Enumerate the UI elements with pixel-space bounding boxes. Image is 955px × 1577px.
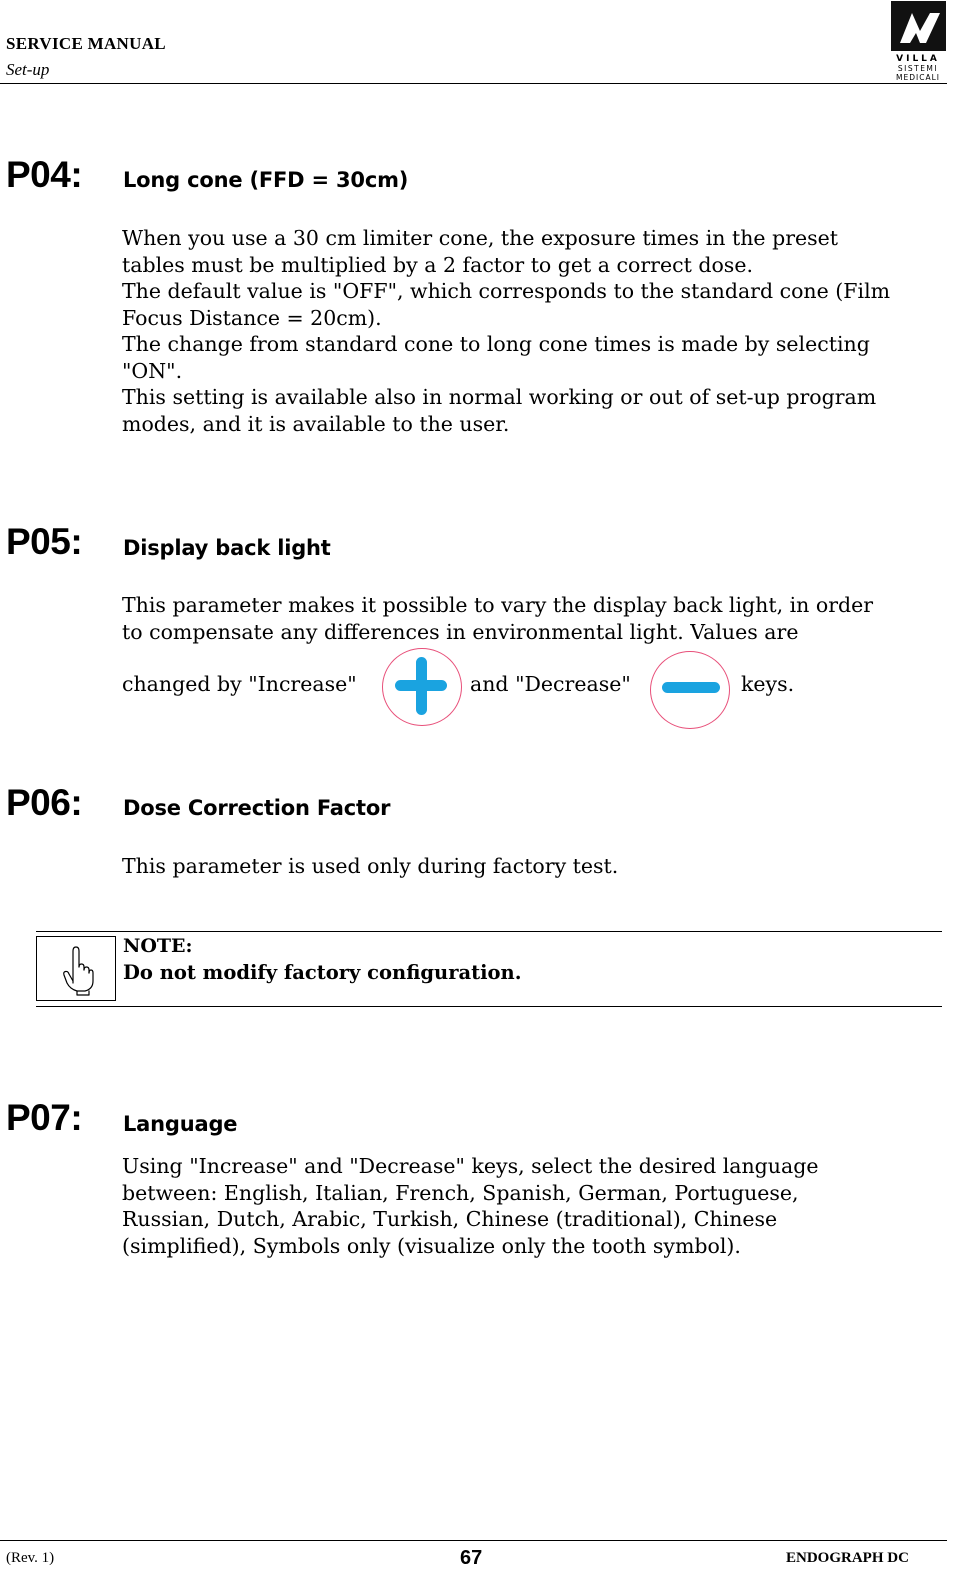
section-title-p07: Language xyxy=(123,1112,238,1136)
header-subtitle: Set-up xyxy=(6,60,50,79)
note-bottom-rule xyxy=(36,1006,942,1007)
villa-logo xyxy=(890,1,947,81)
section-code-p07: P07: xyxy=(6,1097,83,1138)
text-line: This parameter is used only during factory test. xyxy=(122,854,619,878)
section-body-p04 xyxy=(122,225,948,437)
footer-revision: (Rev. 1) xyxy=(6,1550,55,1566)
note-text: Do not modify factory configuration. xyxy=(123,961,522,984)
text-line: tables must be multiplied by a 2 factor to get a correct dose. xyxy=(122,252,753,277)
keys-text-prefix: changed by "Increase" xyxy=(122,672,357,696)
section-code-p04: P04: xyxy=(6,154,83,195)
note-label: NOTE: xyxy=(123,935,193,957)
footer-rule xyxy=(0,1540,947,1541)
text-line: The default value is "OFF", which corresponds to the standard cone (Film xyxy=(122,279,891,303)
text-line: "ON". xyxy=(122,358,183,383)
pointing-hand-icon xyxy=(37,937,114,999)
section-body-p05 xyxy=(122,592,948,645)
keys-text-middle: and "Decrease" xyxy=(470,672,631,696)
text-line: modes, and it is available to the user. xyxy=(122,411,510,436)
text-line: The change from standard cone to long cone times is made by selecting xyxy=(122,332,870,356)
note-icon-box xyxy=(36,936,116,1001)
increase-key xyxy=(382,648,462,726)
section-code-p05: P05: xyxy=(6,521,83,562)
section-body-p07 xyxy=(122,1153,948,1259)
section-title-p05: Display back light xyxy=(123,536,331,560)
text-line: This setting is available also in normal working or out of set-up program xyxy=(122,385,877,409)
section-title-p06: Dose Correction Factor xyxy=(123,796,391,820)
section-code-p06: P06: xyxy=(6,782,83,823)
text-line: Russian, Dutch, Arabic, Turkish, Chinese (traditional), Chinese xyxy=(122,1207,778,1231)
keys-text-suffix: keys. xyxy=(741,672,795,696)
text-line: to compensate any differences in environmental light. Values are xyxy=(122,619,799,644)
note-top-rule xyxy=(36,931,942,932)
footer-product: ENDOGRAPH DC xyxy=(786,1550,909,1566)
text-line: When you use a 30 cm limiter cone, the exposure times in the preset xyxy=(122,226,839,250)
logo-text-villa: VILLA xyxy=(896,54,940,64)
text-line: Using "Increase" and "Decrease" keys, select the desired language xyxy=(122,1154,819,1178)
text-line: (simplified), Symbols only (visualize only the tooth symbol). xyxy=(122,1233,741,1258)
page-number: 67 xyxy=(460,1547,483,1569)
section-body-p06 xyxy=(122,853,948,880)
minus-key-icon xyxy=(651,652,729,728)
plus-key-icon xyxy=(383,649,461,725)
logo-text-medicali: MEDICALI xyxy=(896,73,940,81)
text-line: This parameter makes it possible to vary the display back light, in order xyxy=(122,593,874,617)
logo-text-sistemi: SISTEMI xyxy=(897,64,939,73)
villa-logo-icon xyxy=(890,1,947,81)
header-rule xyxy=(0,83,947,84)
header-title: SERVICE MANUAL xyxy=(6,34,166,53)
decrease-key xyxy=(650,651,730,729)
text-line: between: English, Italian, French, Spanish, German, Portuguese, xyxy=(122,1180,799,1205)
text-line: Focus Distance = 20cm). xyxy=(122,305,382,330)
section-title-p04: Long cone (FFD = 30cm) xyxy=(123,168,409,192)
